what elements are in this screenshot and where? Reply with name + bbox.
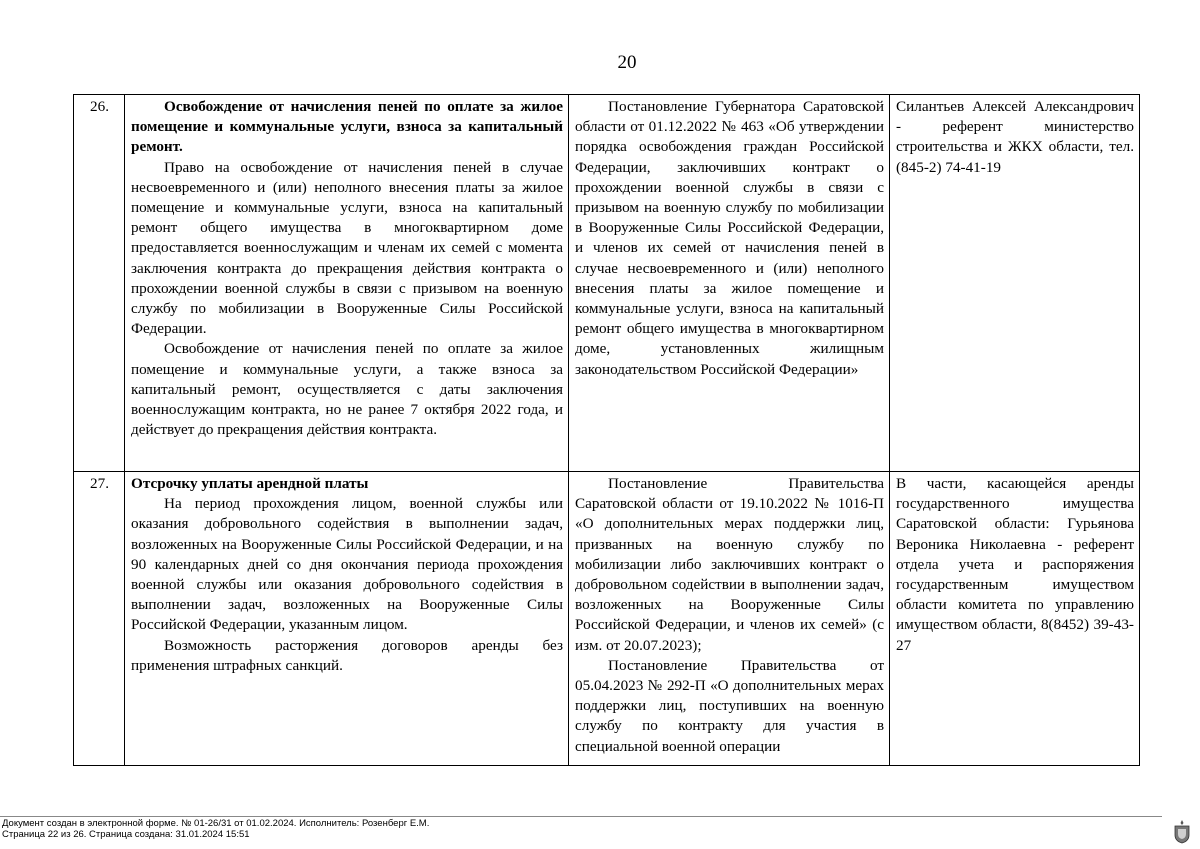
basis-cell [569, 95, 890, 472]
contact-cell [890, 95, 1140, 472]
row-number: 26. [74, 95, 125, 472]
row-number: 27. [74, 472, 125, 766]
footer-divider [0, 816, 1162, 817]
measure-title: Отсрочку уплаты арендной платы [131, 475, 369, 492]
basis-cell [569, 472, 890, 766]
page-number: 20 [617, 52, 637, 73]
basis-paragraph: Постановление Губернатора Саратовской области от 01.12.2022 № 463 «Об утверждении порядка освобождения граждан Российской Федерации, заключивших контракт о прохождении военной службы в связи с призывом на военную службу по мобилизации в Вооруженные Силы Российской Федерации, и членов их семей от начисления пеней в случае несвоевременного и (или) неполного внесения платы за жилое помещение и коммунальные услуги, взноса на капитальный ремонт общего имущества в многоквартирном доме, установленных жилищным законодательством Российской Федерации» [575, 98, 884, 378]
basis-paragraph: Постановление Правительства Саратовской области от 19.10.2022 № 1016-П «О дополнительных мерах поддержки лиц, призванных на военную службу по мобилизации либо заключивших контракт о добровольном содействии в выполнении задач, возложенных на Вооруженные Силы Российской Федерации, и членов их семей» (с изм. от 20.07.2023); [575, 475, 884, 654]
coat-of-arms-icon [1173, 818, 1191, 844]
contact-text: Силантьев Алексей Александрович - референт министерство строительства и ЖКХ области, тел. (845-2) 74-41-19 [896, 98, 1134, 176]
measures-table [73, 94, 1140, 766]
contact-text: В части, касающейся аренды государственного имущества Саратовской области: Гурьянова Вероника Николаевна - референт отдела учета и распоряжения государственным имуществом области комитета по управлению имуществом области, 8(8452) 39-43-27 [896, 475, 1134, 654]
measure-cell [125, 472, 569, 766]
measure-cell [125, 95, 569, 472]
footer-line-1: Документ создан в электронной форме. № 01-26/31 от 01.02.2024. Исполнитель: Розенберг Е.М. [2, 818, 430, 829]
measure-paragraph: Право на освобождение от начисления пеней в случае несвоевременного и (или) неполного внесения платы за жилое помещение и коммунальные услуги, взноса на капитальный ремонт общего имущества в многоквартирном доме предоставляется военнослужащим и членам их семей с момента заключения контракта до прекращения действия контракта о прохождении военной службы в связи с призывом на военную службу по мобилизации в Вооруженные Силы Российской Федерации. [131, 158, 563, 338]
document-footer [2, 818, 429, 840]
contact-cell [890, 472, 1140, 766]
table-row [74, 95, 1140, 472]
footer-line-2: Страница 22 из 26. Страница создана: 31.01.2024 15:51 [2, 829, 250, 840]
measure-paragraph: Возможность расторжения договоров аренды без применения штрафных санкций. [131, 636, 563, 674]
measure-title: Освобождение от начисления пеней по оплате за жилое помещение и коммунальные услуги, взноса за капитальный ремонт. [131, 98, 563, 156]
table-row [74, 472, 1140, 766]
basis-paragraph: Постановление Правительства от 05.04.2023 № 292-П «О дополнительных мерах поддержки лиц, поступивших на военную службу по контракту для участия в специальной военной операции [575, 656, 884, 755]
measure-paragraph: Освобождение от начисления пеней по оплате за жилое помещение и коммунальные услуги, а также взноса за капитальный ремонт, осуществляется с даты заключения военнослужащим контракта, но не ранее 7 октября 2022 года, и действует до прекращения действия контракта. [131, 340, 563, 439]
measure-paragraph: На период прохождения лицом, военной службы или оказания добровольного содействия в выполнении задач, возложенных на Вооруженные Силы Российской Федерации, и на 90 календарных дней со дня окончания периода прохождения военной службы или оказания добровольного содействия в выполнении задач, возложенных на Вооруженные Силы Российской Федерации, указанным лицом. [131, 495, 563, 634]
